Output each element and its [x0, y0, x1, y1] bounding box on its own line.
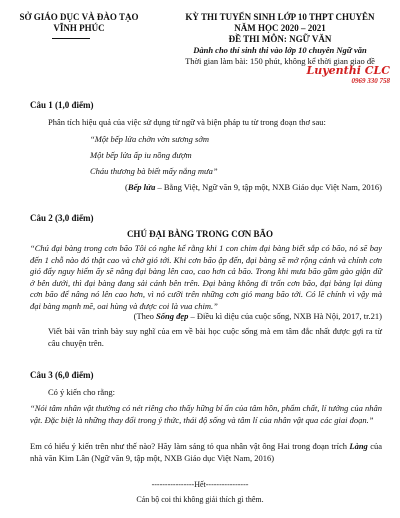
end-marker: ----------------Hết---------------- — [151, 480, 249, 489]
brand-watermark — [300, 65, 390, 85]
exam-title: KỲ THI TUYỂN SINH LỚP 10 THPT CHUYÊN — [185, 12, 375, 22]
question-2-source — [30, 311, 382, 321]
prompt-text: Em có hiểu ý kiến trên như thế nào? Hãy làm sáng tỏ qua nhân vật ông Hai trong đoạn trích — [30, 441, 350, 451]
source-prefix: (Theo — [133, 311, 157, 321]
header-divider — [52, 38, 90, 39]
question-1-prompt: Phân tích hiệu quả của việc sử dụng từ ngữ và biện pháp tu từ trong đoạn thơ sau: — [48, 117, 326, 127]
question-3-quote: “Nói tâm nhân vật thường có nét riêng cho thấy hững bí ẩn của tâm hồn, phẩm chất, lí tưởng của nhân vật. Đặc biệt là những thay đổi trong ý thức, thái độ sống và tâm lí của nhân vật qua các giai đoạn.” — [30, 403, 382, 425]
poem-line-3: Cháu thương bà biết mấy nắng mưa” — [90, 166, 218, 176]
exam-subject: ĐỀ THI MÔN: NGỮ VĂN — [228, 34, 332, 44]
question-1-title: Câu 1 (1,0 điểm) — [30, 100, 94, 110]
poem-line-1: “Một bếp lửa chờn vờn sương sớm — [90, 134, 210, 144]
exam-header — [170, 12, 390, 66]
story-title: CHÚ ĐẠI BÀNG TRONG CƠN BÃO — [126, 229, 274, 239]
province-name: VĨNH PHÚC — [53, 23, 105, 33]
poem-line-2: Một bếp lửa ấp iu nồng đượm — [90, 150, 192, 160]
department-name: SỞ GIÁO DỤC VÀ ĐÀO TẠO — [19, 12, 139, 22]
source-details: – Điều kì diệu của cuộc sống, NXB Hà Nội, 2017, tr.21) — [188, 311, 382, 321]
source-work-title: Bếp lửa — [127, 182, 156, 192]
question-2-title: Câu 2 (3,0 điểm) — [30, 213, 94, 223]
proctor-note: Cán bộ coi thi không giải thích gì thêm. — [136, 495, 264, 504]
source-details: – Bằng Việt, Ngữ văn 9, tập một, NXB Giáo dục Việt Nam, 2016) — [155, 182, 382, 192]
department-header — [14, 12, 144, 34]
prompt-text-end: của nhà văn Kim Lân (Ngữ văn 9, tập một, NXB Giáo dục Việt Nam, 2016) — [30, 441, 382, 463]
question-3-title: Câu 3 (6,0 điểm) — [30, 370, 94, 380]
school-year: NĂM HỌC 2020 – 2021 — [234, 23, 326, 33]
question-3-intro: Có ý kiến cho rằng: — [48, 387, 116, 397]
exam-duration: Thời gian làm bài: 150 phút, không kể thời gian giao đề — [185, 55, 375, 66]
source-work-title: Sống đẹp — [156, 311, 189, 321]
story-text: “Chú đại bàng trong cơn bão Tôi có nghe kể rằng khi 1 con chim đại bàng biết sắp có bão, nó sẽ bay đến 1 chỗ nào đó thật cao và chờ gió tới. Khi cơn bão ập đến, đại bàng sẽ mở rộng cánh và chính cơn gió đẩy nguy hiểm ấy sẽ nâng đại bàng lên cao, cao hơn cả bão. Trong khi mưa bão gầm gào giận dữ ở bên dưới, thì đại bàng đang sải cánh bên trên. Đại bàng không đi trốn cơn bão, đại bàng lại dùng cơn bão để nâng nó lên cao hơn, vì nó cưỡi trên những cơn gió mang bão tới. Có lẽ chính vì vậy mà đại bàng mạnh mẽ, oai hùng và được coi là vua chim.” — [30, 243, 382, 311]
brand-phone: 0969 330 758 — [351, 77, 390, 85]
brand-name: Luyenthi CLC — [306, 64, 390, 77]
exam-audience: Dành cho thí sinh thi vào lớp 10 chuyên Ngữ văn — [193, 45, 367, 55]
question-2-prompt: Viết bài văn trình bày suy nghĩ của em về bài học cuộc sống mà em tâm đắc nhất được gợi ra từ câu chuyện trên. — [48, 326, 382, 348]
prompt-work-title: Làng — [349, 441, 368, 451]
question-3-prompt — [30, 441, 382, 464]
question-1-source: (Bếp lửa – Bằng Việt, Ngữ văn 9, tập một, NXB Giáo dục Việt Nam, 2016) — [125, 182, 382, 192]
